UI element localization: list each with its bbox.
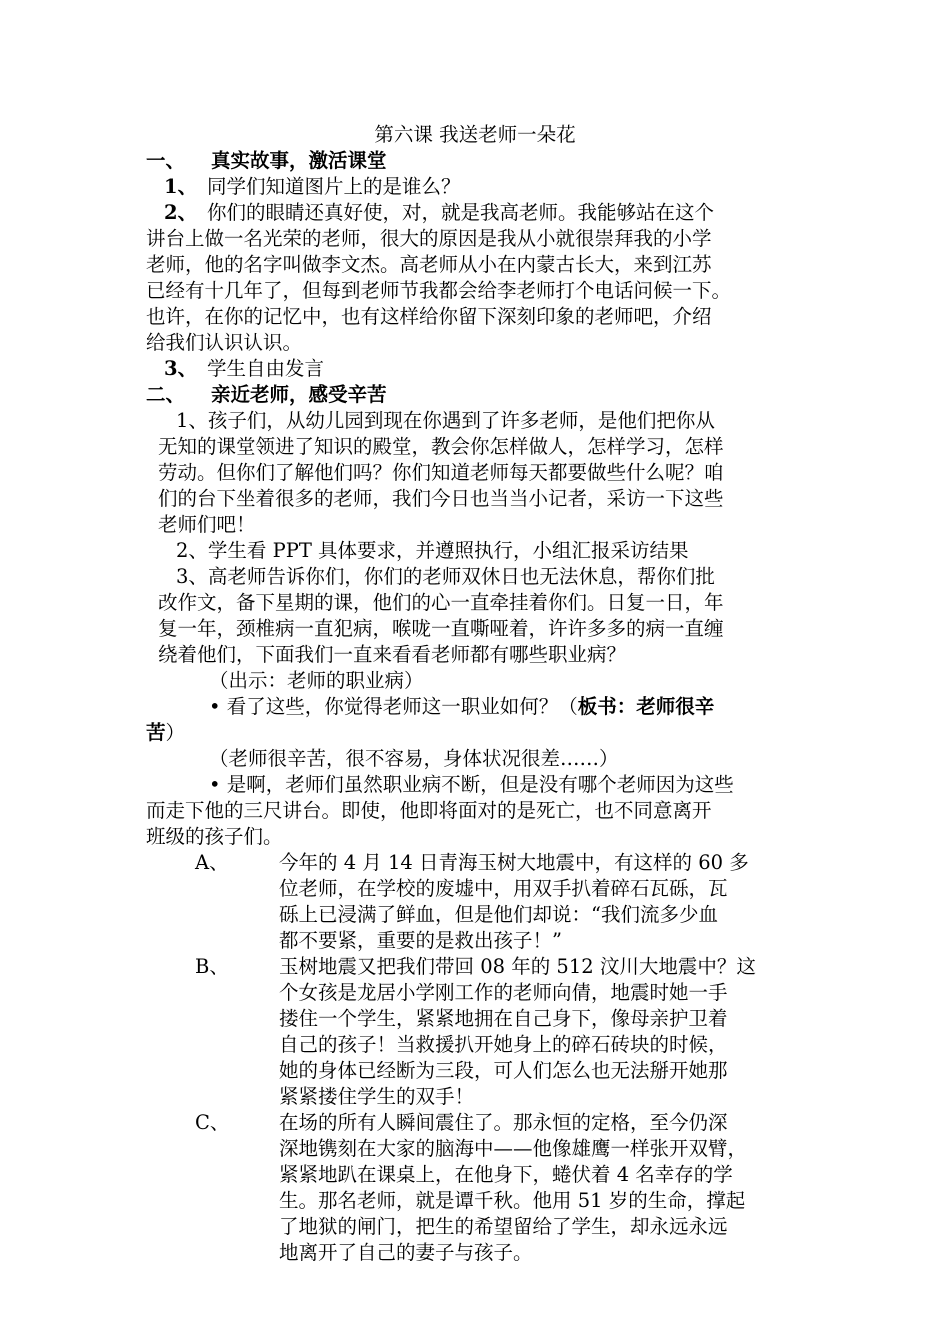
list-c-line: 了地狱的闸门，把生的希望留给了学生，却永远永远 bbox=[279, 1215, 728, 1238]
show-note: （出示：老师的职业病） bbox=[209, 669, 424, 692]
list-a-line: 都不要紧，重要的是救出孩子！” bbox=[279, 929, 562, 952]
list-c-line: 紧紧地趴在课桌上，在他身下，蜷伏着 4 名幸存的学 bbox=[279, 1163, 733, 1186]
list-b-line: 搂住一个学生，紧紧地拥在自己身下，像母亲护卫着 bbox=[279, 1007, 728, 1030]
list-c-line: 在场的所有人瞬间震住了。那永恒的定格，至今仍深 bbox=[279, 1111, 728, 1134]
s2-p1-line: 劳动。但你们了解他们吗？你们知道老师每天都要做些什么呢？咱 bbox=[158, 461, 724, 484]
s2-p1-line: 老师们吧！ bbox=[158, 513, 256, 536]
s1-item1-text: 同学们知道图片上的是谁么？ bbox=[207, 175, 461, 198]
list-label-a: A、 bbox=[195, 851, 229, 874]
list-b-line: 个女孩是龙居小学刚工作的老师向倩，地震时她一手 bbox=[279, 981, 728, 1004]
list-c-line: 地离开了自己的妻子与孩子。 bbox=[279, 1241, 533, 1264]
response-line: 而走下他的三尺讲台。即使，他即将面对的是死亡，也不同意离开 bbox=[146, 799, 712, 822]
list-c-line: 生。那名老师，就是谭千秋。他用 51 岁的生命，撑起 bbox=[279, 1189, 746, 1212]
list-b-line: 玉树地震又把我们带回 08 年的 512 汶川大地震中？这 bbox=[279, 955, 756, 978]
list-c-line: 深地镌刻在大家的脑海中——他像雄鹰一样张开双臂， bbox=[279, 1137, 748, 1160]
response-line bbox=[209, 772, 734, 798]
s2-p3-line: 复一年，颈椎病一直犯病，喉咙一直嘶哑着，许许多多的病一直缠 bbox=[158, 617, 724, 640]
question-line-end bbox=[146, 720, 185, 746]
s1-item2-line: 你们的眼睛还真好使，对，就是我高老师。我能够站在这个 bbox=[207, 201, 715, 224]
s2-p3-line: 3、高老师告诉你们，你们的老师双休日也无法休息，帮你们批 bbox=[176, 565, 715, 588]
s1-item2-number: 2、 bbox=[164, 201, 198, 224]
s1-item2-line: 也许，在你的记忆中，也有这样给你留下深刻印象的老师吧，介绍 bbox=[146, 305, 712, 328]
s1-item2-line: 给我们认识认识。 bbox=[146, 331, 303, 354]
question-text: 看了这些，你觉得老师这一职业如何？（ bbox=[226, 695, 578, 718]
s2-p1-line: 无知的课堂领进了知识的殿堂，教会你怎样做人，怎样学习，怎样 bbox=[158, 435, 724, 458]
close-paren: ） bbox=[165, 721, 186, 744]
s2-p1-line: 1、孩子们，从幼儿园到现在你遇到了许多老师，是他们把你从 bbox=[176, 409, 715, 432]
s1-item3-number: 3、 bbox=[164, 357, 198, 380]
list-b-line: 紧紧搂住学生的双手！ bbox=[279, 1085, 475, 1108]
list-a-line: 位老师，在学校的废墟中，用双手扒着碎石瓦砾，瓦 bbox=[279, 877, 728, 900]
s1-item3-text: 学生自由发言 bbox=[207, 357, 325, 380]
question-line bbox=[209, 694, 714, 720]
answer-line: （老师很辛苦，很不容易，身体状况很差……） bbox=[209, 747, 619, 770]
board-note: 板书：老师很辛 bbox=[577, 695, 715, 718]
section1-number: 一、 bbox=[146, 149, 186, 172]
section2-heading: 亲近老师，感受辛苦 bbox=[211, 383, 387, 406]
list-label-c: C、 bbox=[195, 1111, 230, 1134]
bullet: • bbox=[209, 695, 221, 718]
s2-p3-line: 绕着他们，下面我们一直来看看老师都有哪些职业病？ bbox=[158, 643, 627, 666]
board-note-end: 苦 bbox=[146, 721, 166, 744]
list-a-line: 砾上已浸满了鲜血，但是他们却说：“我们流多少血 bbox=[279, 903, 718, 926]
section2-number: 二、 bbox=[146, 383, 186, 406]
s2-p1-line: 们的台下坐着很多的老师，我们今日也当当小记者，采访一下这些 bbox=[158, 487, 724, 510]
list-b-line: 自己的孩子！当救援扒开她身上的碎石砖块的时候， bbox=[279, 1033, 728, 1056]
s1-item2-line: 讲台上做一名光荣的老师，很大的原因是我从小就很崇拜我的小学 bbox=[146, 227, 712, 250]
bullet: • bbox=[209, 773, 221, 796]
list-a-line: 今年的 4 月 14 日青海玉树大地震中，有这样的 60 多 bbox=[279, 851, 749, 874]
list-b-line: 她的身体已经断为三段，可人们怎么也无法掰开她那 bbox=[279, 1059, 728, 1082]
doc-title: 第六课 我送老师一朵花 bbox=[374, 123, 576, 146]
response-line: 班级的孩子们。 bbox=[146, 825, 283, 848]
section1-heading: 真实故事，激活课堂 bbox=[211, 149, 387, 172]
s2-p3-line: 改作文，备下星期的课，他们的心一直牵挂着你们。日复一日，年 bbox=[158, 591, 724, 614]
s1-item1-number: 1、 bbox=[164, 175, 198, 198]
list-label-b: B、 bbox=[195, 955, 229, 978]
s1-item2-line: 已经有十几年了，但每到老师节我都会给李老师打个电话问候一下。 bbox=[146, 279, 732, 302]
response-text: 是啊，老师们虽然职业病不断，但是没有哪个老师因为这些 bbox=[226, 773, 734, 796]
s1-item2-line: 老师，他的名字叫做李文杰。高老师从小在内蒙古长大，来到江苏 bbox=[146, 253, 712, 276]
s2-p2-line: 2、学生看 PPT 具体要求，并遵照执行，小组汇报采访结果 bbox=[176, 539, 689, 562]
